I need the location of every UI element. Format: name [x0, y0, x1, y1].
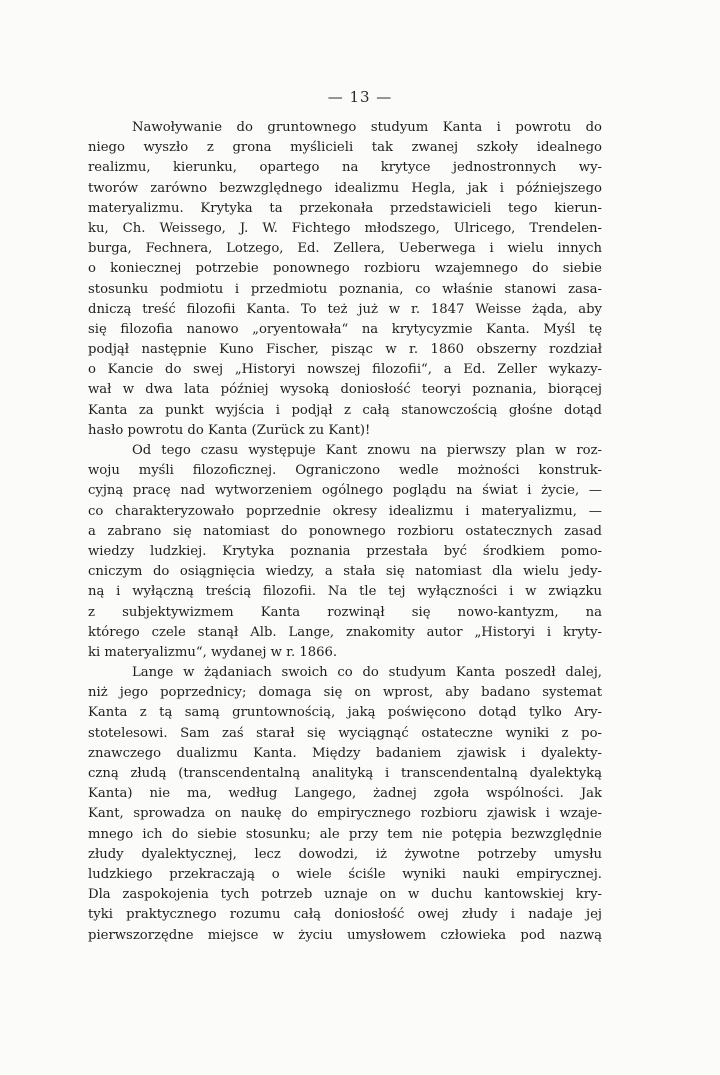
- text-line: mnego ich do siebie stosunku; ale przy tem nie potępia bezwzględnie: [88, 826, 602, 842]
- text-line: wiedzy ludzkiej. Krytyka poznania przestała być środkiem pomo-: [88, 543, 602, 559]
- body-text: [88, 118, 602, 946]
- text-line: co charakteryzowało poprzednie okresy idealizmu i materyalizmu, —: [88, 503, 602, 519]
- text-line: wał w dwa lata później wysoką doniosłość teoryi poznania, biorącej: [88, 382, 602, 398]
- text-line: stosunku podmiotu i przedmiotu poznania, co właśnie stanowi zasa-: [88, 281, 602, 297]
- text-line: ną i wyłączną treścią filozofii. Na tle tej wyłączności i w związku: [88, 584, 602, 600]
- text-line: o koniecznej potrzebie ponownego rozbioru wzajemnego do siebie: [88, 261, 602, 277]
- text-line: pierwszorzędne miejsce w życiu umysłowem człowieka pod nazwą: [88, 927, 602, 943]
- text-line: Kanta za punkt wyjścia i podjął z całą stanowczością głośne dotąd: [88, 402, 602, 418]
- text-line: znawczego dualizmu Kanta. Między badaniem zjawisk i dyalekty-: [88, 745, 602, 761]
- text-line: Kanta z tą samą gruntownością, jaką poświęcono dotąd tylko Ary-: [88, 705, 602, 721]
- text-line: Dla zaspokojenia tych potrzeb uznaje on w duchu kantowskiej kry-: [88, 887, 602, 903]
- text-line: ki materyalizmu“, wydanej w r. 1866.: [88, 644, 338, 660]
- text-line: stotelesowi. Sam zaś starał się wyciągnąć ostateczne wyniki z po-: [88, 725, 602, 741]
- text-line: tyki praktycznego rozumu całą doniosłość owej złudy i nadaje jej: [88, 907, 602, 923]
- text-line: cniczym do osiągnięcia wiedzy, a stała się natomiast dla wielu jedy-: [88, 564, 602, 580]
- text-line: materyalizmu. Krytyka ta przekonała przedstawicieli tego kierun-: [88, 200, 602, 216]
- text-line: podjął następnie Kuno Fischer, pisząc w r. 1860 obszerny rozdział: [88, 342, 602, 358]
- text-line: z subjektywizmem Kanta rozwinął się nowo-kantyzm, na: [88, 604, 602, 620]
- text-line: hasło powrotu do Kanta (Zurück zu Kant)!: [88, 422, 371, 438]
- text-line: złudy dyalektycznej, lecz dowodzi, iż żywotne potrzeby umysłu: [88, 846, 602, 862]
- text-line: realizmu, kierunku, opartego na krytyce jednostronnych wy-: [88, 160, 602, 176]
- text-line: burga, Fechnera, Lotzego, Ed. Zellera, Ueberwega i wielu innych: [88, 241, 602, 257]
- text-line: którego czele stanął Alb. Lange, znakomity autor „Historyi i kryty-: [88, 624, 602, 640]
- text-line: Nawoływanie do gruntownego studyum Kanta i powrotu do: [132, 120, 602, 135]
- text-line: Kant, sprowadza on naukę do empirycznego rozbioru zjawisk i wzaje-: [88, 806, 602, 822]
- text-line: się filozofia nanowo „oryentowała“ na krytycyzmie Kanta. Myśl tę: [88, 321, 602, 337]
- text-line: Lange w żądaniach swoich co do studyum Kanta poszedł dalej,: [132, 665, 602, 681]
- page-number: — 13 —: [327, 88, 393, 106]
- text-line: niż jego poprzednicy; domaga się on wprost, aby badano systemat: [88, 685, 602, 701]
- text-line: woju myśli filozoficznej. Ograniczono wedle możności konstruk-: [88, 463, 602, 479]
- text-line: czną złudą (transcendentalną analityką i transcendentalną dyalektyką: [88, 766, 602, 781]
- text-line: Kanta) nie ma, według Langego, żadnej zgoła wspólności. Jak: [88, 786, 602, 802]
- text-line: cyjną pracę nad wytworzeniem ogólnego poglądu na świat i życie, —: [88, 483, 602, 499]
- text-line: tworów zarówno bezwzględnego idealizmu Hegla, jak i późniejszego: [88, 180, 602, 196]
- text-line: ku, Ch. Weissego, J. W. Fichtego młodszego, Ulricego, Trendelen-: [88, 220, 602, 236]
- text-line: a zabrano się natomiast do ponownego rozbioru ostatecznych zasad: [88, 523, 602, 539]
- text-line: o Kancie do swej „Historyi nowszej filozofii“, a Ed. Zeller wykazy-: [88, 362, 602, 378]
- text-line: ludzkiego przekraczają o wiele ściśle wyniki nauki empirycznej.: [88, 866, 602, 882]
- text-line: niego wyszło z grona myślicieli tak zwanej szkoły idealnego: [88, 140, 602, 156]
- text-line: dniczą treść filozofii Kanta. To też już w r. 1847 Weisse żąda, aby: [88, 301, 602, 317]
- text-line: Od tego czasu występuje Kant znowu na pierwszy plan w roz-: [132, 443, 602, 458]
